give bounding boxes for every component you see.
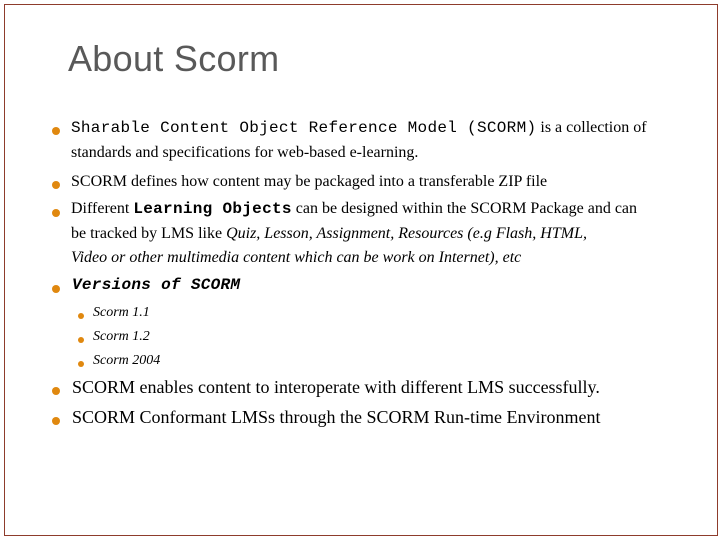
bullet-text-italic: Video or other multimedia content which can be work on Internet), etc: [71, 249, 522, 266]
bullet-text: SCORM enables content to interoperate with different LMS successfully.: [72, 377, 600, 397]
bullet-dot-icon: [52, 127, 60, 135]
bullet-text-italic: Quiz, Lesson, Assignment, Resources (e.g Flash, HTML,: [226, 225, 587, 242]
bullet-text: SCORM defines how content may be packaged into a transferable ZIP file: [71, 173, 548, 190]
bullet-dot-icon: [52, 387, 60, 395]
slide-frame: [4, 4, 718, 536]
sub-bullet-dot-icon: [78, 361, 84, 367]
sub-bullet-dot-icon: [78, 313, 84, 319]
bullet-dot-icon: [52, 285, 60, 293]
bullet-text: SCORM Conformant LMSs through the SCORM Run-time Environment: [72, 407, 601, 427]
bullet-text: standards and specifications for web-based e-learning.: [71, 144, 419, 161]
bullet-text: can be designed within the SCORM Package and can: [291, 200, 638, 217]
version-label: Scorm 1.2: [93, 329, 150, 344]
sub-bullet-dot-icon: [78, 337, 84, 343]
bullet-text: is a collection of: [536, 119, 647, 136]
version-label: Scorm 1.1: [93, 305, 150, 320]
scorm-term: Sharable Content Object Reference Model (SCORM): [71, 119, 537, 137]
slide-title: About Scorm: [68, 38, 280, 79]
learning-objects-term: Learning Objects: [133, 200, 292, 218]
version-label: Scorm 2004: [93, 353, 161, 368]
bullet-text: be tracked by LMS like: [71, 225, 227, 242]
versions-heading: Versions of SCORM: [72, 276, 241, 294]
bullet-text: Different: [71, 200, 134, 217]
bullet-dot-icon: [52, 209, 60, 217]
bullet-dot-icon: [52, 181, 60, 189]
bullet-dot-icon: [52, 417, 60, 425]
